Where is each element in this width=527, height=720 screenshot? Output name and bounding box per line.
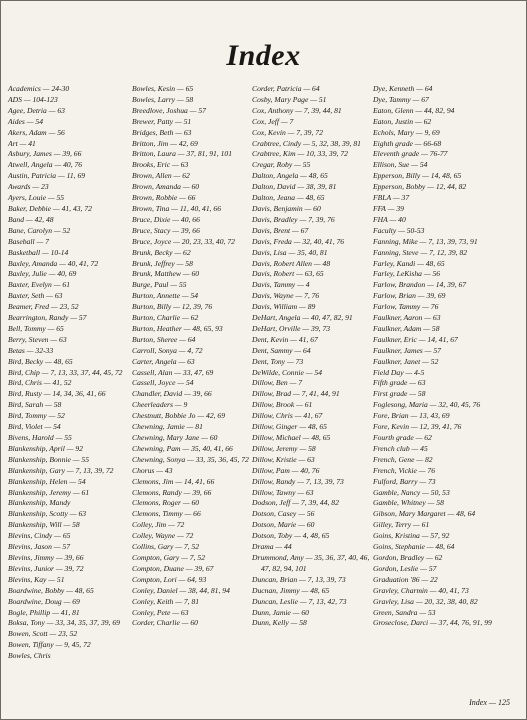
index-entry: Asbury, James — 39, 66: [8, 149, 82, 159]
index-entry: Dotson, Marie — 60: [252, 520, 315, 530]
index-entry: Dent, Tony — 73: [252, 356, 304, 366]
index-entry: Blevins, Jason — 57: [8, 542, 71, 552]
index-entry: Bruce, Stacy — 39, 66: [132, 225, 200, 235]
index-entry: Berry, Steven — 63: [8, 334, 67, 344]
index-entry: Brown, Tina — 11, 40, 41, 66: [132, 203, 222, 213]
index-entry: Blevins, Junior — 39, 72: [8, 563, 84, 573]
index-entry: DeWilde, Connie — 54: [252, 367, 323, 377]
index-entry: Dillow, Michael — 48, 65: [252, 433, 331, 442]
index-entry: French, Gene — 82: [373, 454, 433, 464]
index-entry: Bird, Tommy — 52: [8, 411, 65, 421]
index-entry: Fanning, Mike — 7, 13, 39, 73, 91: [373, 236, 478, 246]
index-entry: Bowen, Scott — 23, 52: [8, 629, 78, 639]
index-entry: Davis, Brent — 67: [252, 225, 309, 235]
index-entry: Bowles, Chris: [8, 651, 51, 661]
index-entry: Brooks, Eric — 63: [132, 160, 189, 170]
index-entry: Aides — 54: [8, 116, 44, 126]
index-entry: Cheerleaders — 9: [132, 400, 188, 410]
index-entry: Brewer, Patty — 51: [132, 116, 192, 126]
index-entry: Blankenship, Bonnie — 55: [8, 454, 89, 464]
index-entry: French, Vickie — 76: [373, 465, 435, 475]
index-entry: Crabtree, Kim — 10, 33, 39, 72: [252, 149, 348, 159]
index-column-2: [132, 84, 256, 629]
index-entry: Chorus — 43: [132, 465, 173, 475]
index-entry: Bird, Sarah — 58: [8, 400, 62, 410]
index-entry: Conley, Keith — 7, 81: [132, 596, 200, 606]
index-entry: Bird, Chip — 7, 13, 33, 37, 44, 45, 72: [8, 367, 123, 377]
index-entry: Ellison, Sue — 54: [373, 160, 428, 170]
index-entry: First grade — 58: [373, 389, 426, 399]
index-entry: Davis, Benjamin — 60: [252, 203, 321, 213]
index-entry: Awards — 23: [8, 182, 49, 192]
index-entry: Burge, Paul — 55: [132, 280, 187, 290]
index-entry: Baxley, Amanda — 40, 41, 72: [8, 258, 99, 268]
index-entry: Eaton, Justin — 62: [373, 116, 432, 126]
index-entry: Chewning, Sonya — 33, 35, 36, 45, 72: [132, 454, 249, 464]
index-entry: Basketball — 10-14: [8, 247, 69, 257]
index-entry: Cox, Anthony — 7, 39, 44, 81: [252, 105, 342, 115]
index-entry: Ayers, Louie — 55: [8, 193, 65, 203]
index-entry: Dent, Kevin — 41, 67: [252, 334, 318, 344]
index-entry: Davis, Robert — 63, 65: [252, 269, 324, 279]
index-entry: Goins, Stephanie — 48, 64: [373, 542, 455, 552]
index-entry: Burton, Sheree — 64: [132, 334, 196, 344]
index-entry: Davis, Bradley — 7, 39, 76: [252, 214, 335, 224]
index-entry: Carroll, Sonya — 4, 72: [132, 345, 203, 355]
index-entry: Boardwine, Doug — 69: [8, 596, 80, 606]
index-entry: Davis, William — 89: [252, 302, 316, 312]
index-entry: Eaton, Glenn — 44, 82, 94: [373, 105, 455, 115]
index-entry: Academics — 24-30: [8, 84, 70, 93]
index-entry: Bowen, Tiffany — 9, 45, 72: [8, 640, 91, 650]
index-entry: Blevins, Kay — 51: [8, 574, 65, 584]
index-entry: Band — 42, 48: [8, 214, 54, 224]
index-entry: Crabtree, Cindy — 5, 32, 38, 39, 81: [252, 138, 361, 148]
index-entry: Fore, Brian — 13, 43, 69: [373, 411, 450, 421]
index-entry: Davis, Tammy — 4: [252, 280, 310, 290]
index-entry: Compton, Duane — 39, 67: [132, 563, 214, 573]
index-entry: Faulkner, Aaron — 63: [373, 313, 441, 323]
index-entry: Eleventh grade — 76-77: [373, 149, 448, 159]
index-entry: Dillow, Ginger — 48, 65: [252, 422, 327, 432]
index-entry: Colley, Jim — 72: [132, 520, 185, 530]
index-entry: Blevins, Jimmy — 39, 66: [8, 552, 84, 562]
index-entry: Brunk, Matthew — 60: [132, 269, 200, 279]
index-entry: Bell, Tommy — 65: [8, 323, 64, 333]
page-title: Index: [226, 39, 301, 72]
index-entry: FHA — 40: [373, 214, 406, 224]
index-entry: FBLA — 37: [373, 193, 410, 203]
index-entry: Dillow, Jeremy — 58: [252, 443, 316, 453]
index-entry: Compton, Gary — 7, 52: [132, 552, 205, 562]
index-entry: Dye, Tammy — 67: [373, 94, 429, 104]
index-entry: Cox, Jeff — 7: [252, 116, 294, 126]
index-entry: Bowles, Kesin — 65: [132, 84, 194, 93]
index-entry: Fulford, Barry — 73: [373, 476, 436, 486]
index-entry: Chandler, David — 39, 66: [132, 389, 212, 399]
index-entry: Dalton, David — 38, 39, 81: [252, 182, 337, 192]
index-entry: Baxter, Seth — 63: [8, 291, 63, 301]
index-entry: Boardwine, Bobby — 48, 65: [8, 585, 94, 595]
index-entry: Bane, Carolyn — 52: [8, 225, 71, 235]
index-entry: Conley, Pete — 63: [132, 607, 189, 617]
index-entry: Ducnan, Jimmy — 48, 65: [252, 585, 330, 595]
index-entry: Foglesong, Maria — 32, 40, 45, 76: [373, 400, 481, 410]
index-entry: Conley, Daniel — 38, 44, 81, 94: [132, 585, 230, 595]
index-entry: Dillow, Brad — 7, 41, 44, 91: [252, 389, 340, 399]
index-entry: Blankenship, Scotty — 63: [8, 509, 87, 519]
index-entry: Cassell, Joyce — 54: [132, 378, 194, 388]
index-entry: Graduation '86 — 22: [373, 574, 438, 584]
index-entry: Faulkner, Adam — 58: [373, 323, 440, 333]
index-entry: Fourth grade — 62: [373, 433, 432, 442]
index-entry: Corder, Patricia — 64: [252, 84, 320, 93]
index-entry: Dillow, Tawny — 63: [252, 487, 314, 497]
index-entry: Davis, Lisa — 35, 40, 81: [252, 247, 328, 257]
index-entry: Brown, Robbie — 66: [132, 193, 196, 203]
index-entry: Beamer, Fred — 23, 52: [8, 302, 79, 312]
index-entry: Faulkner, James — 57: [373, 345, 441, 355]
index-entry: Blankenship, Gary — 7, 13, 39, 72: [8, 465, 114, 475]
index-entry: Fifth grade — 63: [373, 378, 426, 388]
index-entry: Dotson, Toby — 4, 48, 65: [252, 531, 330, 541]
index-entry: French club — 45: [373, 443, 428, 453]
index-entry: Baxter, Evelyn — 61: [8, 280, 70, 290]
index-entry: Burton, Heather — 48, 65, 93: [132, 323, 223, 333]
index-entry: Cregar, Roby — 55: [252, 160, 311, 170]
index-entry: Blevins, Cindy — 65: [8, 531, 71, 541]
index-entry: Bogle, Phillip — 41, 81: [8, 607, 80, 617]
index-entry: Echols, Mary — 9, 69: [373, 127, 440, 137]
index-entry: Atwell, Angela — 40, 76: [8, 160, 83, 170]
index-entry: Clemons, Randy — 39, 66: [132, 487, 212, 497]
index-entry: Bird, Becky — 48, 65: [8, 356, 73, 366]
index-entry: Drama — 44: [252, 542, 292, 552]
index-entry: Brown, Allen — 62: [132, 171, 190, 181]
index-entry: Dillow, Ben — 7: [252, 378, 303, 388]
index-entry: Austin, Patricia — 11, 69: [8, 171, 86, 181]
index-entry: DeHart, Angela — 40, 47, 82, 91: [252, 313, 353, 323]
index-entry: Corder, Charlie — 60: [132, 618, 198, 628]
index-entry: Eighth grade — 66-68: [373, 138, 442, 148]
index-entry: Bird, Chris — 41, 52: [8, 378, 72, 388]
index-entry: Cassell, Alan — 33, 47, 69: [132, 367, 214, 377]
index-entry: Dent, Sammy — 64: [252, 345, 311, 355]
index-entry: Goins, Kristina — 57, 92: [373, 531, 450, 541]
index-entry: Clemons, Jim — 14, 41, 66: [132, 476, 215, 486]
index-entry: Dotson, Casey — 56: [252, 509, 315, 519]
index-entry: Blankenship, April — 92: [8, 443, 83, 453]
index-entry: Faculty — 50-53: [373, 225, 425, 235]
index-entry: Fore, Kevin — 12, 39, 41, 76: [373, 422, 462, 432]
index-entry: Blankenship, Jeremy — 61: [8, 487, 90, 497]
index-entry: Davis, Wayne — 7, 76: [252, 291, 320, 301]
index-entry: Farlow, Tammy — 76: [373, 302, 439, 312]
index-entry: Blankenship, Mandy: [8, 498, 71, 508]
index-entry: Brunk, Becky — 62: [132, 247, 191, 257]
index-entry: Farley, LeKisha — 56: [373, 269, 441, 279]
index-entry: Field Day — 4-5: [373, 367, 425, 377]
index-entry: Dillow, Kristie — 63: [252, 454, 315, 464]
index-entry: Gamble, Nancy — 50, 53: [373, 487, 450, 497]
index-entry: Brunk, Jeffrey — 58: [132, 258, 193, 268]
index-entry: Gordon, Leslie — 57: [373, 563, 437, 573]
index-entry: Bivens, Harold — 55: [8, 433, 72, 442]
index-entry: Epperson, Billy — 14, 48, 65: [373, 171, 462, 181]
index-entry: Burton, Charlie — 62: [132, 313, 199, 323]
index-entry: Faulkner, Eric — 14, 41, 67: [373, 334, 458, 344]
index-entry: Chewning, Pam — 35, 40, 41, 66: [132, 443, 233, 453]
index-entry: Chewning, Jamie — 81: [132, 422, 203, 432]
index-entry: Clemons, Timmy — 66: [132, 509, 201, 519]
index-entry: Dillow, Brook — 61: [252, 400, 313, 410]
index-entry: Dye, Kenneth — 64: [373, 84, 433, 93]
index-entry: Dunn, Jamie — 60: [252, 607, 309, 617]
index-entry: Bird, Rusty — 14, 34, 36, 41, 66: [8, 389, 106, 399]
index-entry: Faulkner, Janet — 52: [373, 356, 439, 366]
index-entry: Burton, Billy — 12, 39, 76: [132, 302, 213, 312]
index-entry: Boksa, Tony — 33, 34, 35, 37, 39, 69: [8, 618, 120, 628]
index-entry: Britton, Laura — 37, 81, 91, 101: [132, 149, 232, 159]
index-entry: Davis, Robert Allen — 48: [252, 258, 331, 268]
index-entry: Akers, Adam — 56: [8, 127, 65, 137]
index-entry: Britton, Jim — 42, 69: [132, 138, 198, 148]
index-entry: Agee, Detria — 63: [8, 105, 65, 115]
index-entry: Carter, Angela — 63: [132, 356, 195, 366]
index-entry: Chestnutt, Bobbie Jo — 42, 69: [132, 411, 226, 421]
index-entry: Burton, Annette — 54: [132, 291, 199, 301]
index-entry: Gordon, Bradley — 62: [373, 552, 443, 562]
index-entry: Breedlove, Joshua — 57: [132, 105, 206, 115]
index-entry: Davis, Freda — 32, 40, 41, 76: [252, 236, 345, 246]
index-entry: Dodson, Jeff — 7, 39, 44, 82: [252, 498, 339, 508]
index-entry: Clemons, Roger — 60: [132, 498, 200, 508]
index-entry: Bruce, Joyce — 20, 23, 33, 40, 72: [132, 236, 235, 246]
index-entry: Gravley, Lisa — 20, 32, 38, 40, 82: [373, 596, 478, 606]
index-entry: Brown, Amanda — 60: [132, 182, 200, 192]
index-entry: Drummond, Amy — 35, 36, 37, 40, 46, 47, 82, 94, 101: [252, 552, 370, 573]
index-column-3: [252, 84, 376, 629]
index-entry: Bridges, Beth — 63: [132, 127, 192, 137]
index-entry: Duncan, Leslie — 7, 13, 42, 73: [252, 596, 347, 606]
index-entry: Epperson, Bobby — 12, 44, 82: [373, 182, 467, 192]
index-entry: Duncan, Brian — 7, 13, 39, 73: [252, 574, 346, 584]
index-entry: Baker, Debbie — 41, 43, 72: [8, 203, 92, 213]
index-entry: Dillow, Randy — 7, 13, 39, 73: [252, 476, 344, 486]
page-number-footer: Index — 125: [469, 698, 510, 707]
index-entry: Gamble, Whitney — 58: [373, 498, 444, 508]
index-entry: Blankenship, Will — 58: [8, 520, 80, 530]
index-entry: Gravley, Charmin — 40, 41, 73: [373, 585, 469, 595]
index-entry: Baxley, Julie — 40, 69: [8, 269, 77, 279]
index-entry: Cosby, Mary Page — 51: [252, 94, 327, 104]
index-entry: Groseclose, Darci — 37, 44, 76, 91, 99: [373, 618, 492, 628]
index-entry: Betas — 32-33: [8, 345, 54, 355]
index-entry: Art — 41: [8, 138, 36, 148]
index-entry: Bowles, Larry — 58: [132, 94, 194, 104]
index-entry: DeHart, Orville — 39, 73: [252, 323, 331, 333]
index-column-4: [373, 84, 503, 629]
index-entry: Dillow, Chris — 41, 67: [252, 411, 323, 421]
index-entry: FFA — 39: [373, 203, 404, 213]
index-entry: Green, Sandra — 53: [373, 607, 436, 617]
index-entry: Chewning, Mary Jane — 60: [132, 433, 218, 442]
index-entry: Colley, Wayne — 72: [132, 531, 194, 541]
index-entry: Bird, Violet — 54: [8, 422, 61, 432]
index-entry: Blankenship, Helen — 54: [8, 476, 86, 486]
index-entry: Farley, Kandi — 48, 65: [373, 258, 445, 268]
index-entry: Collins, Gary — 7, 52: [132, 542, 200, 552]
index-entry: Farlow, Brian — 39, 69: [373, 291, 446, 301]
index-entry: Baseball — 7: [8, 236, 49, 246]
index-entry: Cox, Kevin — 7, 39, 72: [252, 127, 323, 137]
index-entry: Dunn, Kelly — 58: [252, 618, 307, 628]
index-entry: Compton, Lori — 64, 93: [132, 574, 207, 584]
index-entry: Gibson, Mary Margaret — 48, 64: [373, 509, 476, 519]
index-column-1: [8, 84, 132, 662]
index-entry: Fanning, Steve — 7, 12, 39, 82: [373, 247, 468, 257]
index-entry: Dalton, Angela — 48, 65: [252, 171, 328, 181]
index-entry: Bruce, Dixie — 40, 66: [132, 214, 200, 224]
index-entry: Bearrington, Randy — 57: [8, 313, 87, 323]
index-entry: ADS — 104-123: [8, 94, 58, 104]
index-entry: Dalton, Jeana — 48, 65: [252, 193, 325, 203]
index-entry: Dillow, Pam — 40, 76: [252, 465, 320, 475]
index-entry: Farlow, Brandon — 14, 39, 67: [373, 280, 467, 290]
index-entry: Gilley, Terry — 61: [373, 520, 430, 530]
